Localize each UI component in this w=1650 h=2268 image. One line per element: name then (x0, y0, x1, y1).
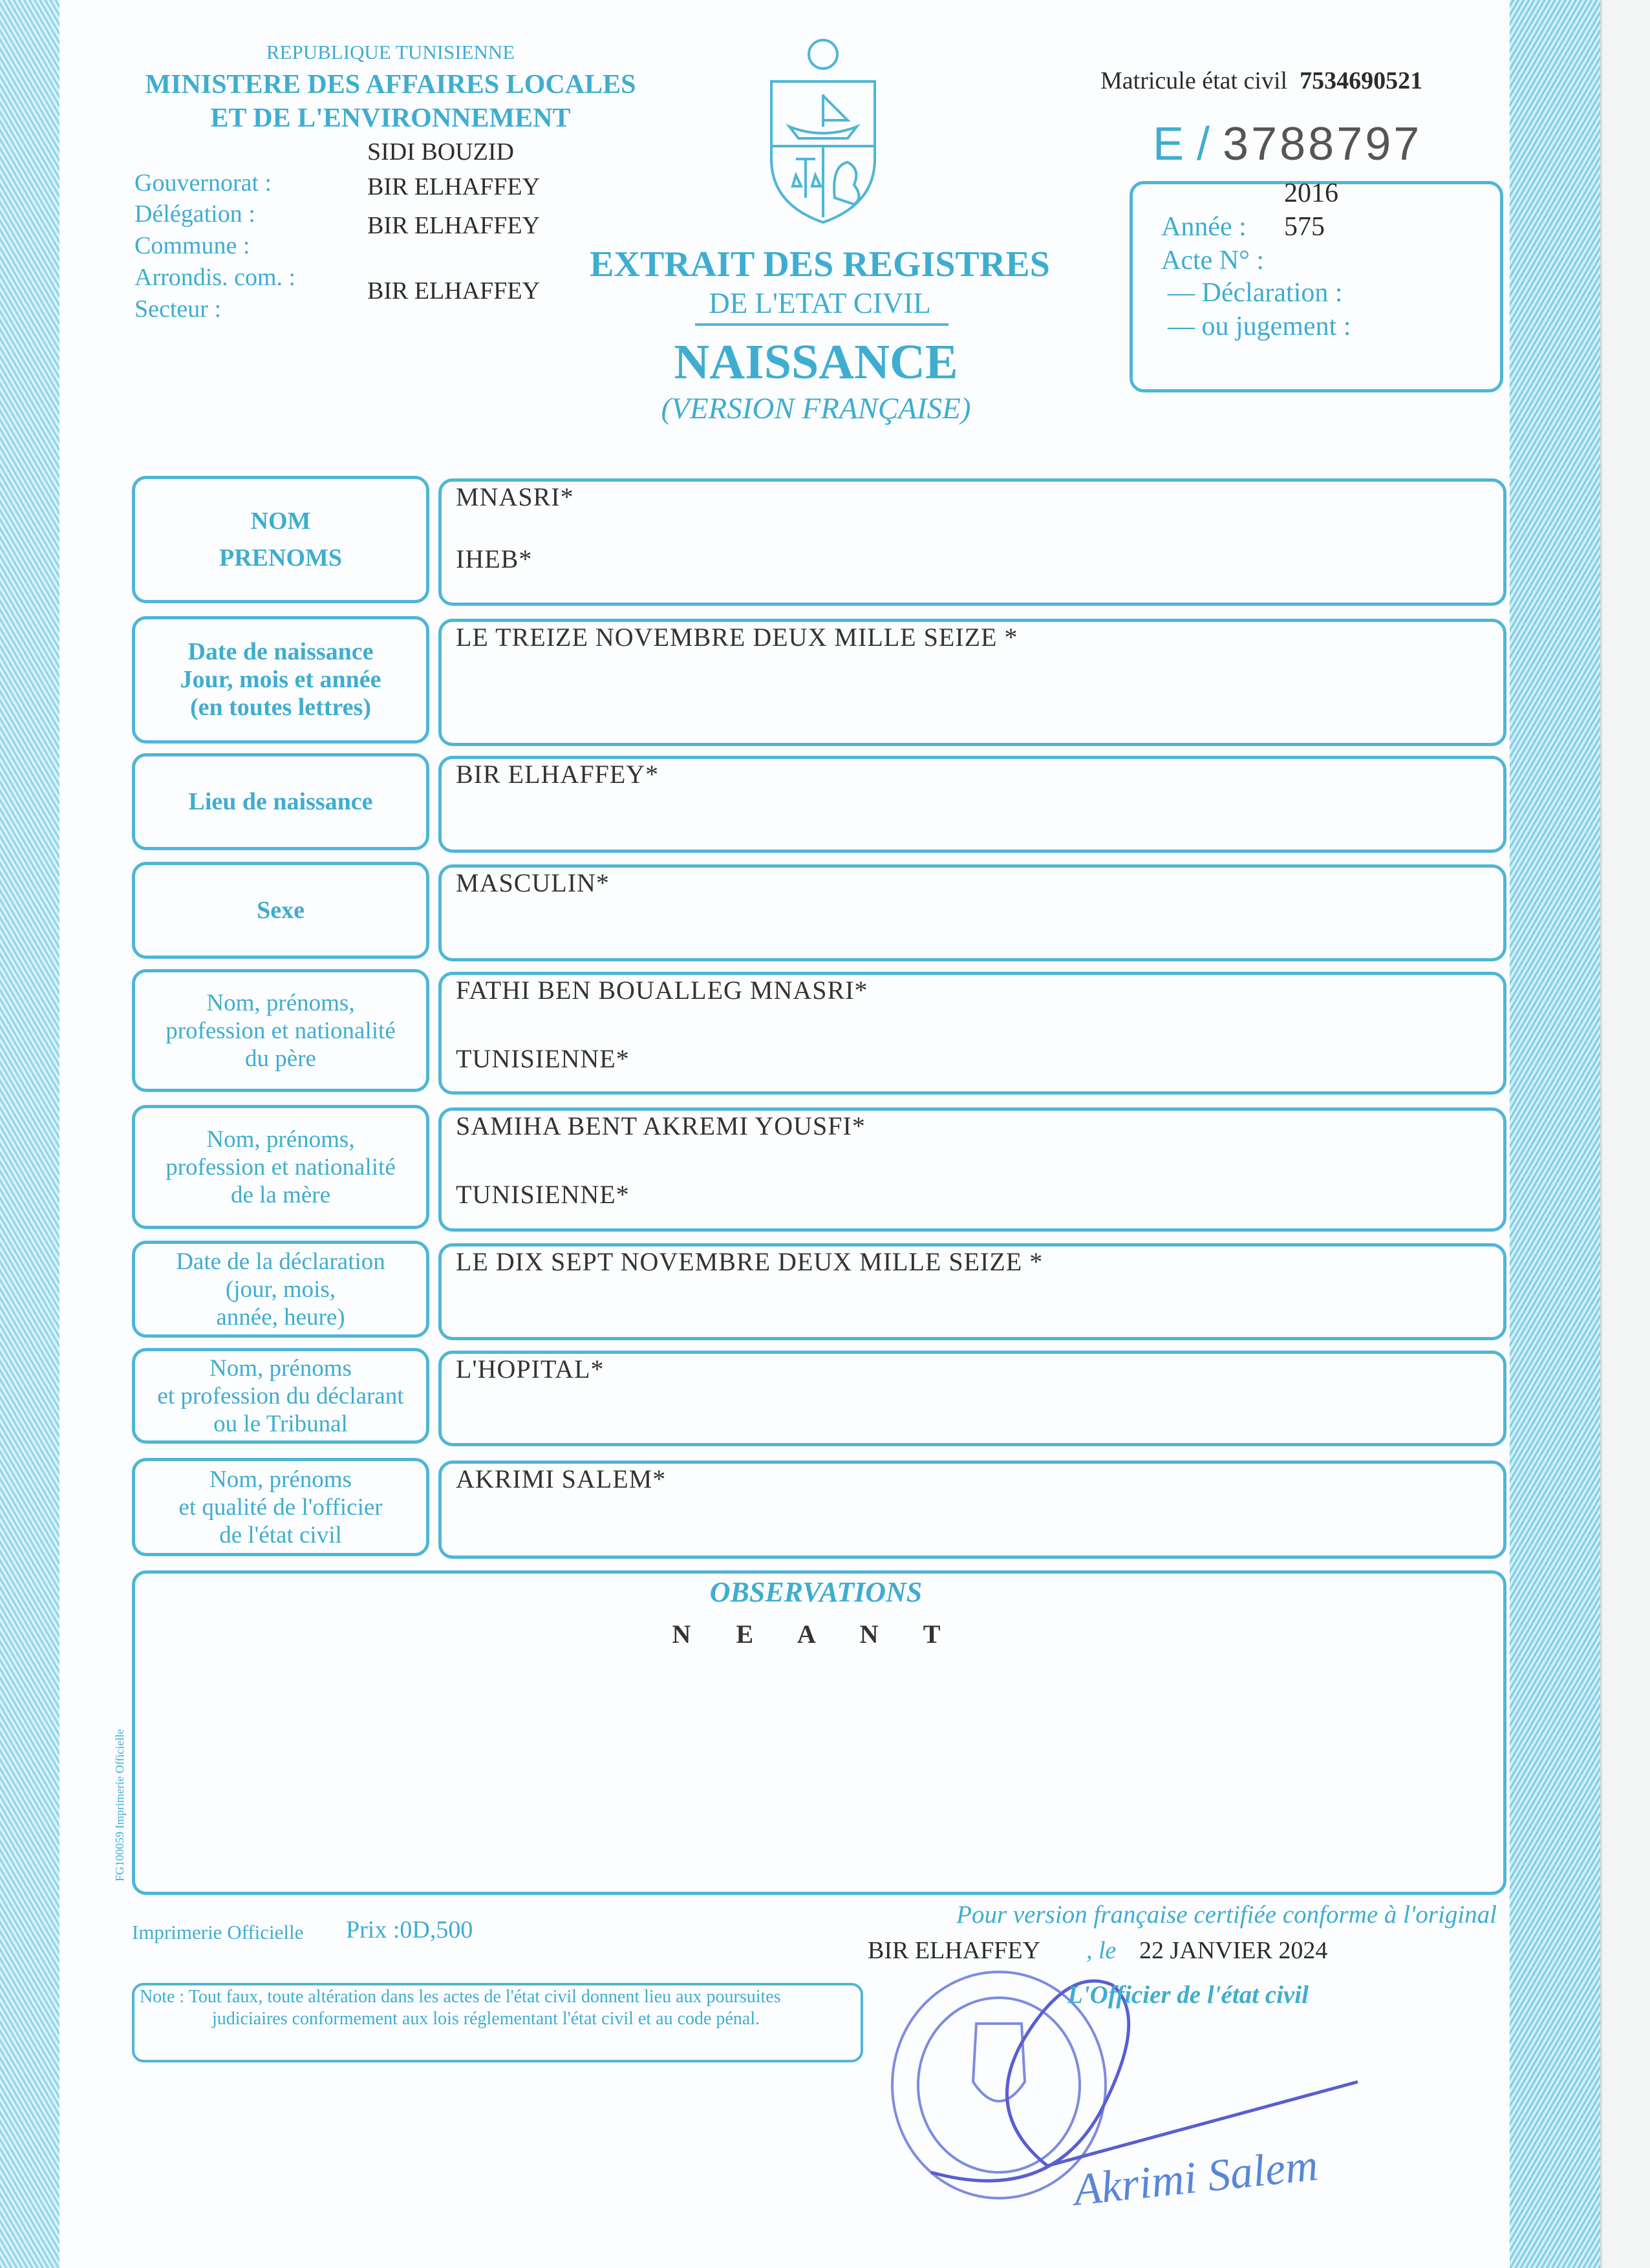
ministry-line2: ET DE L'ENVIRONNEMENT (210, 103, 571, 133)
row-value: IHEB* (456, 544, 533, 573)
title-naissance: NAISSANCE (674, 335, 958, 389)
serial-value: 3788797 (1223, 118, 1422, 170)
jugement-label: — ou jugement : (1168, 312, 1351, 341)
row-label: et qualité de l'officier (178, 1493, 383, 1521)
row-value: SAMIHA BENT AKREMI YOUSFI* (456, 1111, 866, 1140)
commune-value: BIR ELHAFFEY (367, 212, 541, 239)
gouvernorat-value: SIDI BOUZID (367, 138, 514, 166)
row-label-box (132, 1241, 429, 1338)
acte-value: 575 (1284, 212, 1325, 242)
row-label: Nom, prénoms, (206, 989, 355, 1016)
row-label: année, heure) (216, 1303, 345, 1331)
row-label: et profession du déclarant (157, 1382, 404, 1409)
row-value-box (438, 478, 1506, 606)
title-extrait: EXTRAIT DES REGISTRES (590, 244, 1050, 284)
serial-number (1153, 119, 1422, 170)
title-underline (695, 323, 948, 326)
row-label: (en toutes lettres) (190, 694, 371, 721)
annee-value: 2016 (1284, 178, 1338, 208)
row-label: Jour, mois et année (180, 666, 381, 693)
row-value: FATHI BEN BOUALLEG MNASRI* (456, 976, 868, 1005)
row-label-box (132, 1105, 429, 1229)
date-value: 22 JANVIER 2024 (1139, 1937, 1328, 1964)
row-label: du père (245, 1045, 316, 1072)
row-label: NOM (250, 507, 311, 535)
row-value-box (438, 1243, 1506, 1340)
annee-label: Année : (1161, 212, 1247, 242)
row-label: Lieu de naissance (188, 787, 373, 815)
row-label-box (132, 862, 429, 959)
officer-signature: Akrimi Salem (1071, 2140, 1321, 2216)
row-label: Nom, prénoms, (206, 1126, 355, 1153)
secteur-value: BIR ELHAFFEY (367, 277, 541, 305)
row-label-box (132, 753, 429, 850)
row-value-box (438, 619, 1506, 746)
row-label: Date de la déclaration (176, 1248, 385, 1275)
row-value: L'HOPITAL* (456, 1354, 605, 1384)
declaration-label: — Déclaration : (1168, 278, 1343, 308)
row-value: BIR ELHAFFEY* (456, 760, 659, 789)
row-label-box (132, 1348, 429, 1444)
row-value: MNASRI* (456, 482, 574, 511)
price-label: Prix :0D,500 (346, 1916, 473, 1943)
right-guilloche-border (1510, 0, 1600, 2268)
row-label: ou le Tribunal (213, 1410, 348, 1437)
observations-value: N E A N T (672, 1620, 960, 1649)
row-value: LE TREIZE NOVEMBRE DEUX MILLE SEIZE * (456, 623, 1018, 652)
note-text: Note : Tout faux, toute altération dans les actes de l'état civil donnent lieu aux poursuites judiciaires conformement aux lois réglementant l'état civil et au code pénal. (140, 1987, 781, 2029)
row-value-box (438, 1107, 1506, 1232)
row-label: de la mère (230, 1181, 331, 1208)
row-value-box (438, 1351, 1506, 1446)
left-guilloche-border (0, 0, 59, 2268)
side-code: FG100059 Imprimerie Officielle (113, 1729, 126, 1881)
arrondissement-label: Arrondis. com. : (134, 264, 296, 291)
row-label-box (132, 969, 429, 1092)
gouvernorat-label: Gouvernorat : (134, 169, 272, 197)
officer-title: L'Officier de l'état civil (1067, 1981, 1309, 2009)
row-label: de l'état civil (219, 1521, 342, 1548)
row-label-box (132, 616, 429, 744)
row-label: Date de naissance (188, 638, 374, 665)
matricule-value: 7534690521 (1300, 67, 1423, 94)
scan-edge (1600, 0, 1650, 2268)
row-value: TUNISIENNE* (456, 1044, 630, 1073)
row-label: Sexe (257, 896, 305, 924)
matricule-label: Matricule état civil (1100, 67, 1288, 94)
row-label: Nom, prénoms (209, 1466, 352, 1493)
row-label: Nom, prénoms (209, 1354, 352, 1382)
row-label-box (132, 476, 429, 603)
tunisia-coat-of-arms-icon (764, 36, 883, 225)
row-label: PRENOMS (219, 544, 342, 572)
delegation-value: BIR ELHAFFEY (367, 173, 541, 200)
ministry-line1: MINISTERE DES AFFAIRES LOCALES (145, 70, 636, 100)
commune-label: Commune : (134, 232, 250, 259)
row-value-box (438, 972, 1506, 1095)
row-value: TUNISIENNE* (456, 1180, 630, 1209)
row-value: MASCULIN* (456, 868, 610, 897)
certified-label: Pour version française certifiée conforme à l'original (956, 1901, 1497, 1929)
row-label: (jour, mois, (225, 1276, 336, 1303)
row-label: profession et nationalité (166, 1017, 396, 1044)
row-value-box (438, 1460, 1506, 1559)
serial-prefix: E / (1153, 118, 1210, 170)
printer-label: Imprimerie Officielle (132, 1921, 304, 1943)
title-etat-civil: DE L'ETAT CIVIL (709, 287, 931, 319)
row-value: AKRIMI SALEM* (456, 1464, 667, 1493)
delegation-label: Délégation : (134, 200, 255, 228)
le-label: , le (1086, 1937, 1117, 1964)
title-version: (VERSION FRANÇAISE) (661, 392, 971, 425)
row-value-box (438, 864, 1506, 961)
row-label-box (132, 1458, 429, 1556)
observations-label: OBSERVATIONS (709, 1576, 923, 1608)
acte-label: Acte N° : (1161, 246, 1265, 275)
row-value-box (438, 756, 1506, 853)
republic-label: REPUBLIQUE TUNISIENNE (266, 41, 515, 63)
matricule (1100, 67, 1422, 95)
place-value: BIR ELHAFFEY (868, 1937, 1041, 1964)
secteur-label: Secteur : (134, 295, 222, 323)
row-value: LE DIX SEPT NOVEMBRE DEUX MILLE SEIZE * (456, 1247, 1044, 1276)
row-label: profession et nationalité (166, 1153, 396, 1181)
